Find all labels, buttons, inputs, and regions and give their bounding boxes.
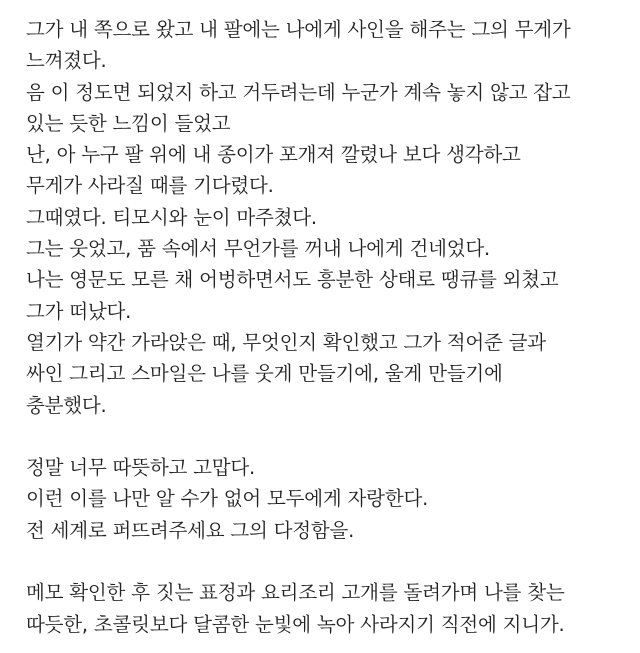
text-line: 정말 너무 따뜻하고 고맙다. [26, 456, 256, 480]
text-line: 충분했다. [26, 393, 107, 417]
text-line: 그때였다. 티모시와 눈이 마주쳤다. [26, 205, 317, 229]
text-line: 있는 듯한 느낌이 들었고 [26, 111, 231, 135]
text-line: 싸인 그리고 스마일은 나를 웃게 만들기에, 울게 만들기에 [26, 362, 503, 386]
text-line: 그가 떠났다. [26, 299, 132, 323]
paragraph-2 [26, 452, 626, 546]
text-line: 따듯한, 초콜릿보다 달콤한 눈빛에 녹아 사라지기 직전에 지니가. [26, 612, 565, 636]
text-line: 전 세계로 퍼뜨려주세요 그의 다정함을. [26, 518, 355, 542]
document-body [26, 14, 626, 640]
paragraph-spacer [26, 546, 626, 577]
text-line: 이런 이를 나만 알 수가 없어 모두에게 자랑한다. [26, 487, 429, 511]
text-line: 그가 내 쪽으로 왔고 내 팔에는 나에게 사인을 해주는 그의 무게가 [26, 18, 571, 41]
text-line: 그는 웃었고, 품 속에서 무언가를 꺼내 나에게 건네었다. [26, 237, 491, 261]
text-line: 난, 아 누구 팔 위에 내 종이가 포개져 깔렸나 보다 생각하고 [26, 143, 521, 167]
text-line: 무게가 사라질 때를 기다렸다. [26, 174, 274, 198]
text-line: 음 이 정도면 되었지 하고 거두려는데 누군가 계속 놓지 않고 잡고 [26, 80, 571, 104]
paragraph-1 [26, 14, 626, 421]
text-line: 열기가 약간 가라앉은 때, 무엇인지 확인했고 그가 적어준 글과 [26, 330, 546, 354]
text-line: 나는 영문도 모른 채 어벙하면서도 흥분한 상태로 땡큐를 외쳤고 [26, 268, 559, 292]
text-line: 메모 확인한 후 짓는 표정과 요리조리 고개를 돌려가며 나를 찾는 [26, 581, 565, 605]
text-line: 느껴졌다. [26, 49, 107, 73]
paragraph-3 [26, 577, 626, 640]
paragraph-spacer [26, 421, 626, 452]
